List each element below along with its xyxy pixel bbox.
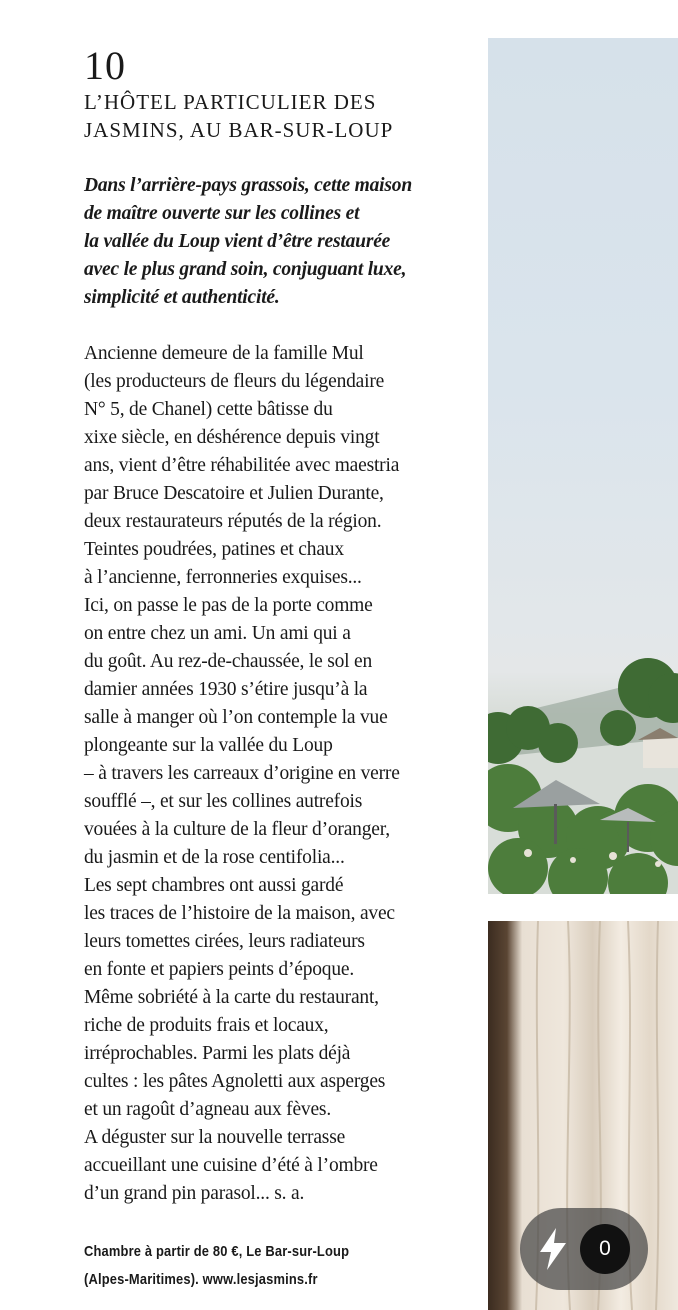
article-number: 10 xyxy=(84,43,126,88)
body-line: en fonte et papiers peints d’époque. xyxy=(84,959,355,980)
boost-button[interactable] xyxy=(520,1208,648,1290)
body-line: damier années 1930 s’étire jusqu’à la xyxy=(84,679,368,700)
article-body xyxy=(84,340,464,1208)
practical-info xyxy=(84,1238,350,1294)
article xyxy=(84,44,464,1208)
lede-line: avec le plus grand soin, conjuguant luxe, xyxy=(84,259,407,280)
lede-line: la vallée du Loup vient d’être restaurée xyxy=(84,231,391,252)
body-line: riche de produits frais et locaux, xyxy=(84,1015,329,1036)
info-line: Chambre à partir de 80 €, Le Bar-sur-Loup xyxy=(84,1243,350,1260)
body-line: soufflé –, et sur les collines autrefois xyxy=(84,791,363,812)
article-title-line: JASMINS, AU BAR-SUR-LOUP xyxy=(84,118,394,142)
info-line: (Alpes-Maritimes). www.lesjasmins.fr xyxy=(84,1271,318,1288)
body-line: Même sobriété à la carte du restaurant, xyxy=(84,987,379,1008)
body-line: irréprochables. Parmi les plats déjà xyxy=(84,1043,351,1064)
body-line: leurs tomettes cirées, leurs radiateurs xyxy=(84,931,365,952)
body-line: les traces de l’histoire de la maison, avec xyxy=(84,903,395,924)
body-line: Ancienne demeure de la famille Mul xyxy=(84,343,364,364)
body-line: salle à manger où l’on contemple la vue xyxy=(84,707,388,728)
body-line: cultes : les pâtes Agnoletti aux asperges xyxy=(84,1071,386,1092)
lede-line: simplicité et authenticité. xyxy=(84,287,280,308)
body-line: accueillant une cuisine d’été à l’ombre xyxy=(84,1155,378,1176)
article-title-line: L’HÔTEL PARTICULIER DES xyxy=(84,90,377,114)
body-line: deux restaurateurs réputés de la région. xyxy=(84,511,382,532)
body-line: par Bruce Descatoire et Julien Durante, xyxy=(84,483,384,504)
body-line: N° 5, de Chanel) cette bâtisse du xyxy=(84,399,333,420)
article-title xyxy=(84,88,464,144)
body-line: – à travers les carreaux d’origine en verre xyxy=(84,763,400,784)
body-line: du goût. Au rez-de-chaussée, le sol en xyxy=(84,651,373,672)
body-line: à l’ancienne, ferronneries exquises... xyxy=(84,567,362,588)
hotel-terrace-photo xyxy=(488,38,678,894)
terrace-photo-illustration xyxy=(488,38,678,894)
body-line: (les producteurs de fleurs du légendaire xyxy=(84,371,385,392)
body-line: d’un grand pin parasol... s. a. xyxy=(84,1183,305,1204)
body-line: Ici, on passe le pas de la porte comme xyxy=(84,595,373,616)
body-line: Les sept chambres ont aussi gardé xyxy=(84,875,344,896)
lede-line: de maître ouverte sur les collines et xyxy=(84,203,360,224)
body-line: on entre chez un ami. Un ami qui a xyxy=(84,623,351,644)
body-line: A déguster sur la nouvelle terrasse xyxy=(84,1127,346,1148)
lede-line: Dans l’arrière-pays grassois, cette maison xyxy=(84,175,412,196)
body-line: xixe siècle, en déshérence depuis vingt xyxy=(84,427,380,448)
body-line: plongeante sur la vallée du Loup xyxy=(84,735,333,756)
lightning-bolt-icon xyxy=(538,1228,568,1270)
body-line: et un ragoût d’agneau aux fèves. xyxy=(84,1099,331,1120)
body-line: ans, vient d’être réhabilitée avec maestria xyxy=(84,455,400,476)
body-line: vouées à la culture de la fleur d’oranger, xyxy=(84,819,390,840)
article-lede xyxy=(84,172,464,312)
boost-count-badge: 0 xyxy=(580,1224,630,1274)
body-line: Teintes poudrées, patines et chaux xyxy=(84,539,344,560)
body-line: du jasmin et de la rose centifolia... xyxy=(84,847,345,868)
